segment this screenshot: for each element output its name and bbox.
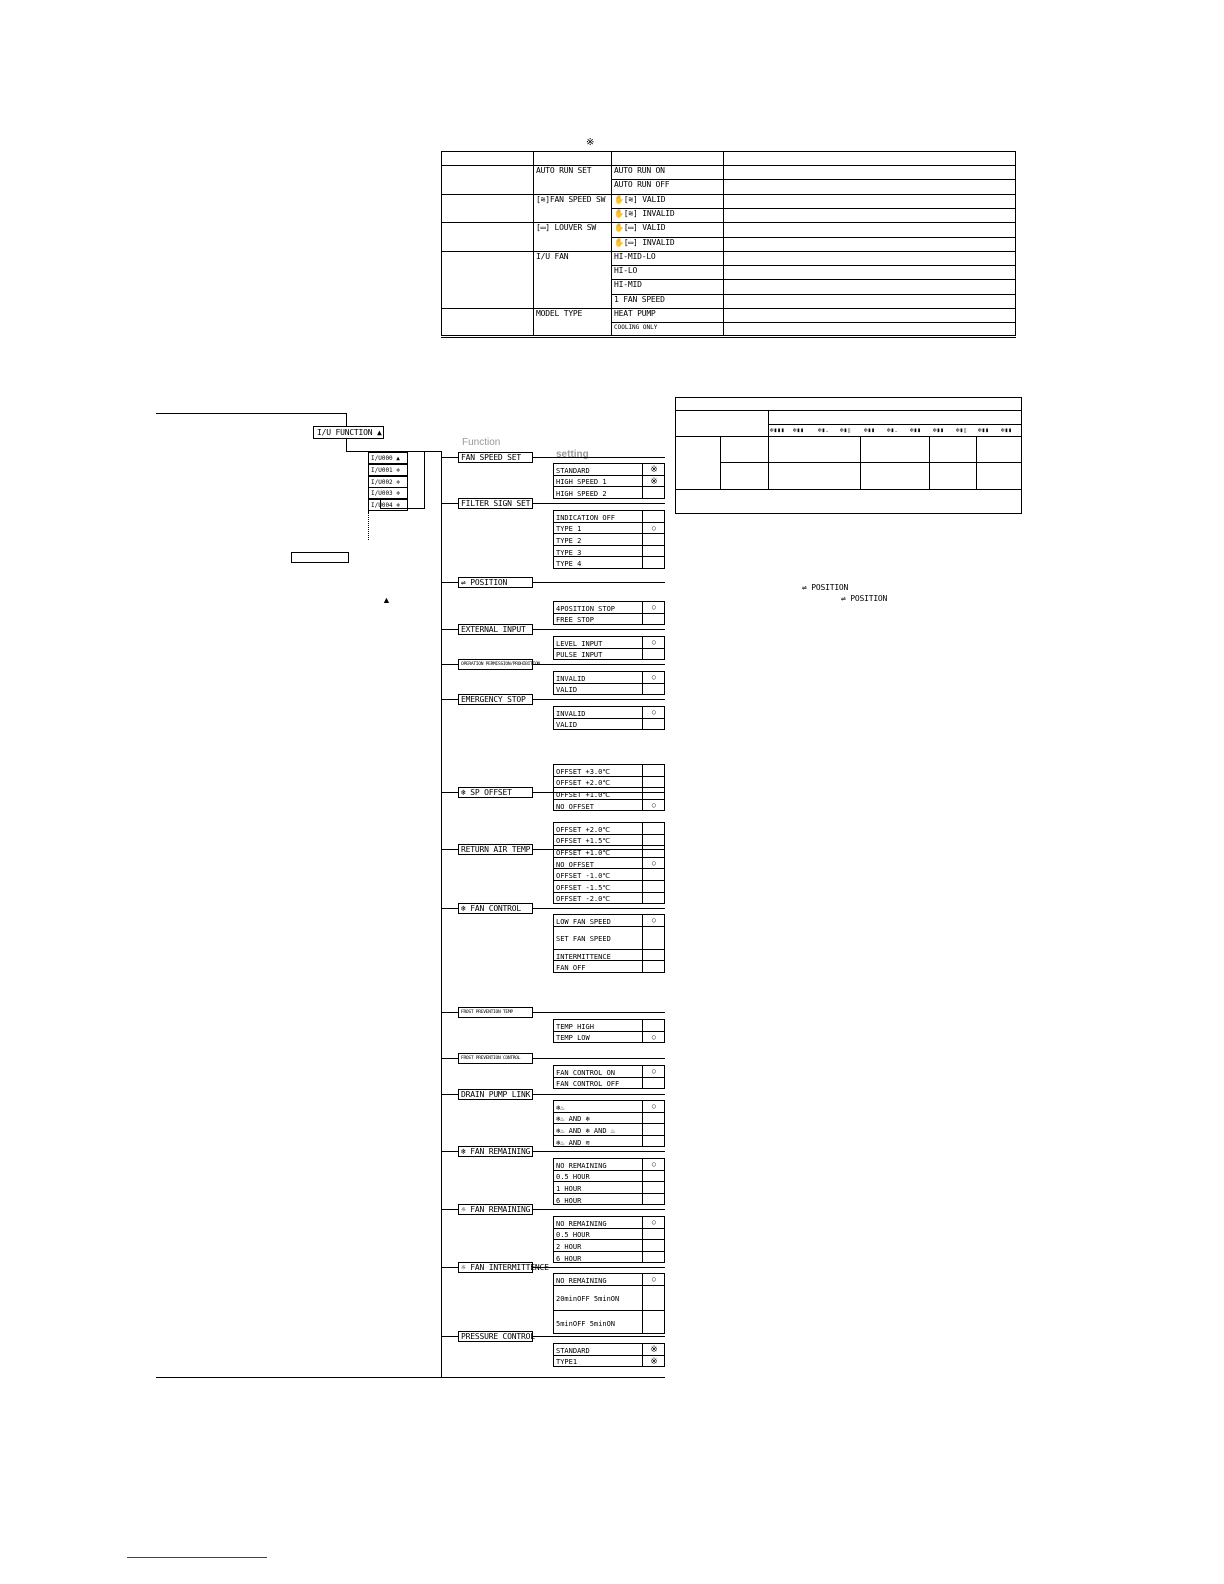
setting-option[interactable] [553,926,665,950]
top-table-setting: HI-MID-LO [614,251,656,261]
setting-label: 6 HOUR [556,1254,582,1263]
top-table-setting: AUTO RUN ON [614,166,665,175]
setting-label: 0.5 HOUR [556,1173,590,1182]
setting-option[interactable] [553,486,665,499]
setting-option[interactable] [553,1135,665,1148]
setting-option[interactable] [553,799,665,812]
fan-speed-table [675,397,1022,514]
function-box[interactable] [458,1146,533,1157]
setting-label: NO REMAINING [556,1161,607,1170]
setting-option[interactable] [553,556,665,569]
default-circle-icon: ○ [651,1066,657,1077]
asterisk-mark-icon: ※ [650,1344,658,1355]
setting-label: OFFSET +1.0℃ [556,848,611,857]
default-circle-icon: ○ [651,602,657,613]
default-circle-icon: ○ [651,800,657,811]
function-box[interactable] [458,1262,549,1273]
setting-label: 2 HOUR [556,1242,582,1251]
setting-label: OFFSET -1.0℃ [556,872,611,881]
setting-label: SET FAN SPEED [556,935,611,944]
setting-label: ❄♨ [556,1103,565,1112]
iu-function-box[interactable]: I/U FUNCTION ▲ [313,426,384,439]
setting-label: TYPE 3 [556,548,582,557]
unit-label: I/U001 ≑ [371,466,400,474]
unit-label: I/U000 ▲ [371,455,400,462]
top-table-function: [▭] LOUVER SW [536,223,597,233]
function-box[interactable] [458,787,533,798]
default-circle-icon: ○ [651,637,657,648]
setting-label: HIGH SPEED 1 [556,478,607,487]
setting-label: INDICATION OFF [556,513,616,522]
setting-label: PULSE INPUT [556,651,603,660]
function-label: RETURN AIR TEMP [461,845,531,854]
top-table-setting: AUTO RUN OFF [614,180,670,190]
function-label: EXTERNAL INPUT [461,625,526,634]
setting-label: 0.5 HOUR [556,1231,590,1240]
function-label: PRESSURE CONTROL [461,1332,535,1341]
setting-label: TYPE 2 [556,536,582,545]
function-box[interactable] [458,844,533,855]
setting-label: 20minOFF 5minON [556,1295,620,1304]
setting-option[interactable] [553,892,665,905]
setting-label: HIGH SPEED 2 [556,489,607,498]
setting-option[interactable] [553,1031,665,1044]
up-arrow-icon: ▲ [382,595,391,605]
function-box[interactable] [458,903,533,914]
top-table-setting: ✋[≋] VALID [614,194,666,204]
top-table-setting: ✋[▭] INVALID [614,237,675,247]
fan-speed-icon: ❄▮▮ [1001,427,1012,434]
setting-option[interactable] [553,1355,665,1368]
unit-label: I/U002 ≑ [371,478,400,486]
default-circle-icon: ○ [651,1031,657,1042]
setting-label: NO REMAINING [556,1219,607,1228]
fan-speed-icon: ❄▮. [818,427,829,434]
setting-label: 5minOFF 5minON [556,1319,616,1328]
fan-speed-icon: ❄▮▮ [793,427,804,434]
top-table-function: AUTO RUN SET [536,166,592,175]
setting-label: OFFSET +1.0℃ [556,790,611,799]
fan-speed-icon: ❄▮▮ [933,427,944,434]
setting-label: VALID [556,721,578,730]
default-circle-icon: ○ [651,672,657,683]
function-label: OPERATION PERMISSION/PROHIBITION [461,662,540,667]
top-table-setting: ✋[▭] VALID [614,223,666,233]
function-box[interactable] [458,1331,533,1342]
setting-label: STANDARD [556,1346,590,1355]
setting-label: ❄♨ AND ❄ AND ♨ [556,1126,616,1135]
setting-option[interactable] [553,1285,665,1312]
setting-label: OFFSET -1.5℃ [556,883,611,892]
default-circle-icon: ○ [651,1217,657,1228]
setting-label: VALID [556,686,578,695]
setting-label: OFFSET -2.0℃ [556,895,611,904]
function-label: ⇌ POSITION [461,578,508,587]
default-circle-icon: ○ [651,858,657,869]
setting-label: OFFSET +2.0℃ [556,825,611,834]
setting-option[interactable] [553,1251,665,1264]
column-function-label: Function [462,437,501,448]
function-box[interactable] [458,694,533,705]
position-note-2: ⇌ POSITION [841,594,888,603]
blank-input-box[interactable] [291,552,349,563]
asterisk-mark-icon: ※ [650,464,658,475]
setting-label: FAN CONTROL OFF [556,1080,620,1089]
function-label: FILTER SIGN SET [461,499,531,508]
function-box[interactable] [458,1053,533,1064]
unit-label: I/U004 ≑ [371,502,400,510]
setting-label: ❄♨ AND ≋ [556,1138,590,1147]
asterisk-mark-icon: ※ [650,1355,658,1366]
setting-label: ❄♨ AND ❄ [556,1115,590,1124]
setting-label: TYPE 4 [556,560,582,569]
unit-label: I/U003 ≑ [371,490,400,498]
top-table-setting: 1 FAN SPEED [614,294,665,304]
default-circle-icon: ○ [651,522,657,533]
fan-speed-icon: ❄▮▯ [956,427,967,434]
setting-label: FAN CONTROL ON [556,1068,616,1077]
asterisk-mark-icon: ※ [650,475,658,486]
function-box[interactable] [458,452,533,463]
default-circle-icon: ○ [651,707,657,718]
setting-option[interactable] [553,683,665,696]
function-box[interactable] [458,1204,533,1215]
default-circle-icon: ○ [651,1101,657,1112]
position-note-1: ⇌ POSITION [802,583,849,592]
note-mark: ※ [586,137,595,148]
fan-speed-icon: ❄▮▮▮ [770,427,785,434]
function-label: FAN SPEED SET [461,453,522,462]
top-table-setting: HI-LO [614,266,638,276]
setting-label: FAN OFF [556,964,586,973]
function-label: ❄ SP OFFSET [461,788,512,797]
fan-speed-icon: ❄▮▮ [910,427,921,434]
function-box[interactable] [458,1089,533,1100]
function-label: ☼ FAN REMAINING [461,1205,531,1214]
setting-label: STANDARD [556,466,590,475]
default-circle-icon: ○ [651,1159,657,1170]
function-label: ❄ FAN REMAINING [461,1147,531,1156]
function-label: ☼ FAN INTERMITTENCE [461,1263,549,1272]
column-setting-label: setting [556,449,589,460]
top-table-setting: HI-MID [614,280,642,290]
function-box[interactable] [458,498,533,509]
function-label: EMERGENCY STOP [461,695,526,704]
top-table-setting: ✋[≋] INVALID [614,208,675,218]
setting-option[interactable] [553,1193,665,1206]
setting-label: TEMP LOW [556,1034,590,1043]
setting-option[interactable] [553,648,665,661]
setting-label: OFFSET +1.5℃ [556,837,611,846]
default-circle-icon: ○ [651,1274,657,1285]
top-table-function: [≋]FAN SPEED SW [536,194,606,204]
setting-label: NO REMAINING [556,1276,607,1285]
function-label: ❄ FAN CONTROL [461,904,522,913]
function-label: DRAIN PUMP LINK [461,1090,531,1099]
default-circle-icon: ○ [651,915,657,926]
top-table-setting: HEAT PUMP [614,309,656,318]
fan-speed-icon: ❄▮▮ [864,427,875,434]
function-box[interactable] [458,624,533,635]
setting-label: INTERMITTENCE [556,952,611,961]
setting-label: OFFSET +3.0℃ [556,767,611,776]
top-table-setting: COOLING ONLY [614,324,658,332]
setting-label: LOW FAN SPEED [556,917,611,926]
setting-label: INVALID [556,674,586,683]
setting-label: NO OFFSET [556,860,594,869]
setting-option[interactable] [553,1310,665,1334]
function-box[interactable] [458,659,540,670]
setting-label: FREE STOP [556,616,594,625]
fan-speed-icon: ❄▮▯ [840,427,851,434]
setting-label: TYPE 1 [556,525,582,534]
setting-label: 4POSITION STOP [556,604,616,613]
fan-speed-icon: ❄▮▮ [978,427,989,434]
fan-speed-icon: ❄▮. [887,427,898,434]
setting-option[interactable] [553,1077,665,1090]
setting-label: OFFSET +2.0℃ [556,779,611,788]
setting-option[interactable] [553,613,665,626]
setting-label: TYPE1 [556,1358,578,1367]
top-table-function: I/U FAN [536,251,569,261]
setting-label: 6 HOUR [556,1196,582,1205]
setting-label: TEMP HIGH [556,1022,594,1031]
function-label: FROST PREVENTION CONTROL [461,1056,521,1061]
function-box[interactable] [458,577,533,588]
function-box[interactable] [458,1007,533,1018]
setting-label: LEVEL INPUT [556,639,603,648]
function-label: FROST PREVENTION TEMP [461,1010,513,1015]
setting-label: NO OFFSET [556,802,594,811]
setting-option[interactable] [553,718,665,731]
setting-option[interactable] [553,960,665,973]
setting-label: INVALID [556,709,586,718]
top-table-function: MODEL TYPE [536,309,583,318]
setting-label: 1 HOUR [556,1184,582,1193]
